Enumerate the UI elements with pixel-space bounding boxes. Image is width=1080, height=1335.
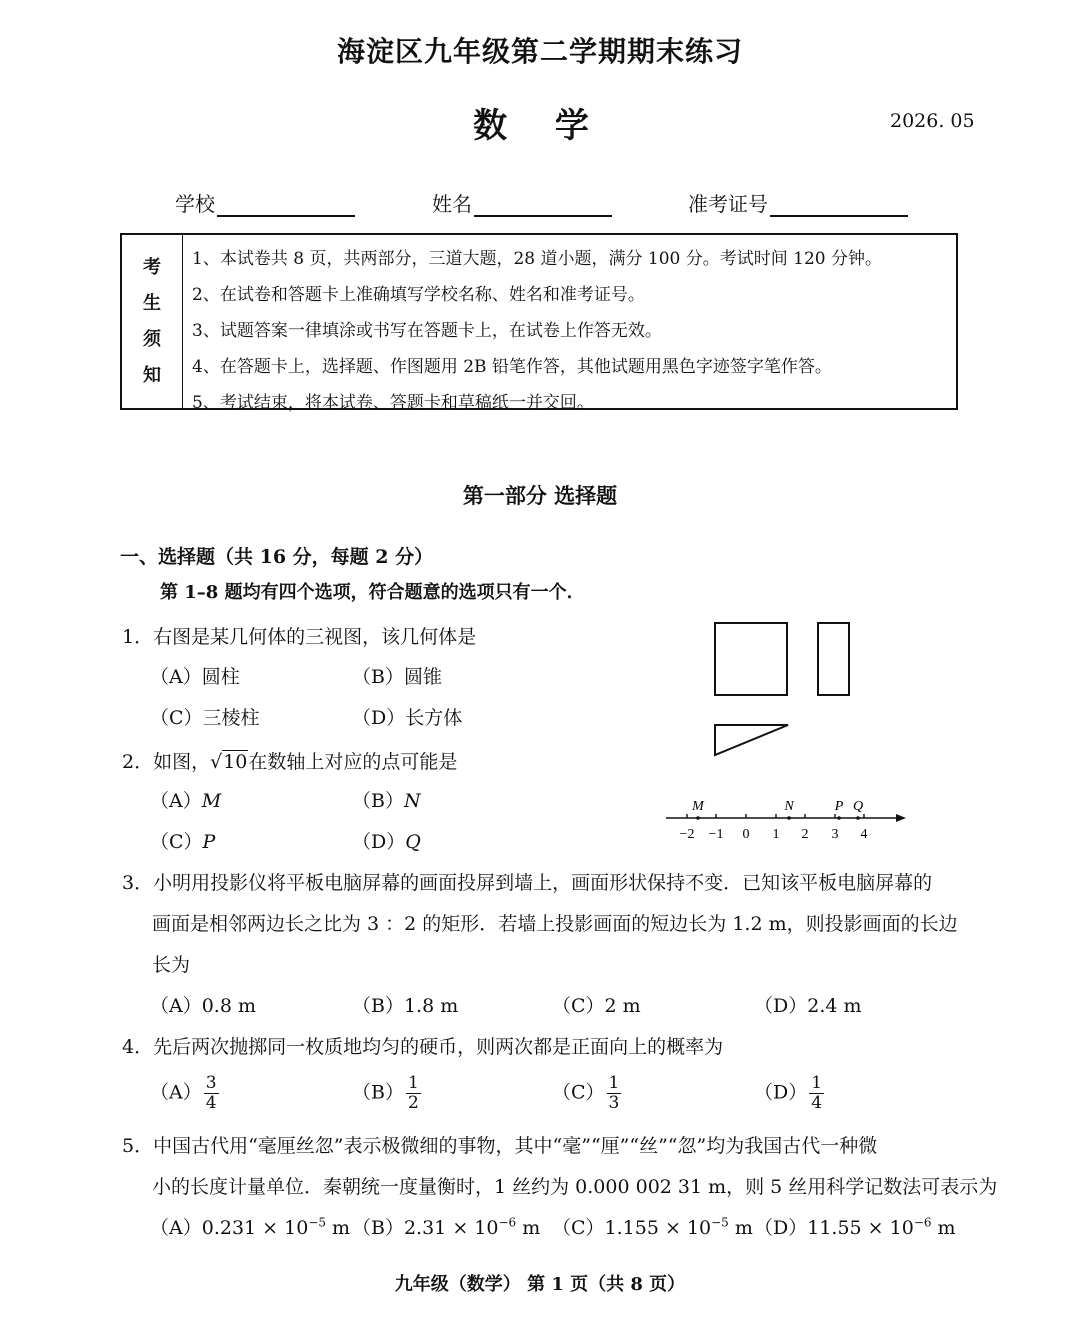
notice-label [122,235,183,408]
page-footer: 九年级（数学） 第 1 页（共 8 页） [394,1274,686,1295]
q3-stem-line2: 画面是相邻两边长之比为 3 ：2 的矩形．若墙上投影画面的短边长为 1.2 m，则投影画面的长边 [152,913,958,935]
point-label-n: N [784,799,794,814]
q5-stem-line1: 5．中国古代用“毫厘丝忽”表示极微细的事物，其中“毫”“厘”“丝”“忽”均为我国古代一种微 [122,1135,878,1157]
option-label: （A） [150,1081,202,1104]
tick-label: 1 [772,827,780,842]
name-blank[interactable] [474,193,612,217]
q2-stem-suffix: 在数轴上对应的点可能是 [248,751,458,773]
q3-option-b[interactable]: （B）1.8 m [352,995,459,1017]
notice-box [120,233,958,413]
tick-label: −1 [708,827,724,842]
option-label: （D） [352,831,406,853]
tick-label: 4 [860,827,868,842]
notice-item: 3、试题答案一律填涂或书写在答题卡上，在试卷上作答无效。 [192,321,662,341]
sqrt-expression: √10 [210,751,248,773]
point-n [787,816,791,820]
section-title: 一、选择题（共 16 分，每题 2 分） [120,546,434,568]
option-unit: m [931,1217,956,1239]
q3-option-c[interactable]: （C）2 m [552,995,641,1017]
name-field[interactable] [432,188,612,217]
q2-option-d[interactable] [352,827,421,854]
school-blank[interactable] [217,193,355,217]
q2-option-b[interactable] [352,786,421,813]
q4-option-c[interactable] [552,1074,621,1113]
exam-id-label: 准考证号 [688,192,768,216]
option-value: P [202,831,216,853]
option-label: （A） [150,1217,202,1239]
option-exponent: −6 [913,1215,932,1230]
exam-id-field[interactable] [688,188,908,217]
option-label: （C） [552,1217,605,1239]
option-value: M [201,790,222,812]
option-label: （D） [754,1081,808,1104]
fraction [406,1074,421,1113]
q4-option-b[interactable] [352,1074,421,1113]
exam-title: 海淀区九年级第二学期期末练习 [336,35,743,68]
option-label: （A） [150,790,202,812]
fraction [607,1074,622,1113]
notice-item: 4、在答题卡上，选择题、作图题用 2B 铅笔作答，其他试题用黑色字迹签字笔作答。 [192,357,832,377]
notice-item: 2、在试卷和答题卡上准确填写学校名称、姓名和准考证号。 [192,285,645,305]
q5-option-d[interactable] [754,1213,956,1240]
q1-option-c[interactable]: （C）三棱柱 [150,707,260,729]
point-q [856,816,860,820]
tick-label: 0 [742,827,750,842]
notice-list [192,241,882,421]
point-label-q: Q [852,799,864,814]
q1-option-a[interactable]: （A）圆柱 [150,666,240,688]
q3-stem-line3: 长为 [152,954,191,976]
fraction [204,1074,219,1113]
fraction [809,1074,824,1113]
name-label: 姓名 [432,192,472,216]
option-label: （C） [552,1081,605,1104]
school-field[interactable] [175,188,355,217]
numerator: 1 [407,1073,419,1093]
numerator: 1 [811,1073,823,1093]
q1-option-b[interactable]: （B）圆锥 [352,666,442,688]
q2-option-a[interactable] [150,786,221,813]
option-unit: m [516,1217,541,1239]
notice-label-char: 须 [143,328,161,350]
q4-stem: 4．先后两次抛掷同一枚质地均匀的硬币，则两次都是正面向上的概率为 [122,1036,724,1058]
q3-option-d[interactable]: （D）2.4 m [754,995,862,1017]
point-p [837,816,841,820]
top-view [715,725,788,755]
denominator: 4 [811,1093,823,1113]
q5-option-a[interactable] [150,1213,350,1240]
q2-stem [122,747,457,774]
option-label: （C） [150,831,203,853]
option-base: 11.55 × 10 [807,1217,914,1239]
subject-title: 数 学 [473,106,607,146]
q4-option-a[interactable] [150,1074,219,1113]
option-unit: m [728,1217,753,1239]
notice-item: 5、考试结束，将本试卷、答题卡和草稿纸一并交回。 [192,393,594,413]
option-base: 1.155 × 10 [604,1217,712,1239]
q3-option-a[interactable]: （A）0.8 m [150,995,256,1017]
school-label: 学校 [175,192,215,216]
denominator: 2 [407,1093,419,1113]
option-base: 2.31 × 10 [403,1217,499,1239]
axis-arrow [896,814,906,822]
option-exponent: −6 [498,1215,517,1230]
option-base: 0.231 × 10 [201,1217,309,1239]
q5-option-c[interactable] [552,1213,753,1240]
q1-stem: 1．右图是某几何体的三视图，该几何体是 [122,626,477,648]
three-view-figure [705,615,865,765]
option-value: N [403,790,421,812]
notice-item: 1、本试卷共 8 页，共两部分，三道大题，28 道小题，满分 100 分。考试时间 120 分钟。 [192,249,882,269]
number-line [660,790,910,850]
option-exponent: −5 [308,1215,327,1230]
q5-stem-line2: 小的长度计量单位．秦朝统一度量衡时，1 丝约为 0.000 002 31 m，则 5 丝用科学记数法可表示为 [152,1176,998,1198]
numerator: 3 [205,1073,217,1093]
q2-stem-prefix: 2．如图， [122,751,211,773]
q3-stem-line1: 3．小明用投影仪将平板电脑屏幕的画面投屏到墙上，画面形状保持不变．已知该平板电脑屏幕的 [122,872,933,894]
option-label: （B） [352,1217,404,1239]
point-label-m: M [692,799,704,814]
side-view [818,623,849,695]
q1-option-d[interactable]: （D）长方体 [352,707,463,729]
tick-label: 2 [801,827,809,842]
tick-label: 3 [831,827,839,842]
option-label: （B） [352,790,404,812]
denominator: 3 [608,1093,620,1113]
numerator: 1 [608,1073,620,1093]
exam-id-blank[interactable] [770,193,908,217]
option-exponent: −5 [711,1215,729,1230]
notice-label-char: 知 [143,364,161,386]
section-instruction: 第 1–8 题均有四个选项，符合题意的选项只有一个． [160,582,585,603]
option-label: （D） [754,1217,808,1239]
radicand: 10 [223,751,248,773]
tick-label: −2 [679,827,695,842]
notice-label-char: 生 [143,292,161,314]
option-unit: m [326,1217,351,1239]
q2-option-c[interactable] [150,827,215,854]
q4-option-d[interactable] [754,1074,824,1113]
point-label-p: P [834,799,844,814]
option-label: （B） [352,1081,404,1104]
front-view [715,623,787,695]
part-title: 第一部分 选择题 [462,483,618,508]
notice-label-char: 考 [143,256,161,278]
q5-option-b[interactable] [352,1213,540,1240]
denominator: 4 [205,1093,217,1113]
option-value: Q [405,831,421,853]
point-m [696,816,700,820]
exam-date: 2026. 05 [890,110,975,132]
